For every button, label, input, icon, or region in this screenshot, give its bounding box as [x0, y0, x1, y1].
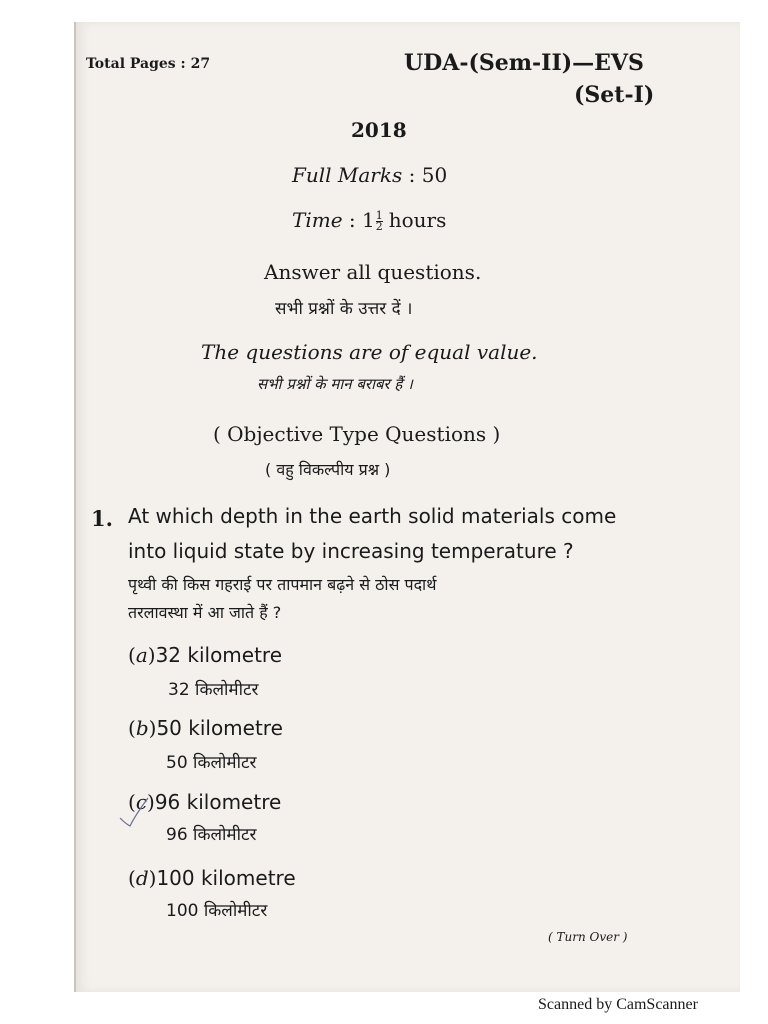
instruction-equal-value-hi: सभी प्रश्नों के मान बराबर हैं ।: [257, 375, 413, 393]
option-label: (b): [128, 716, 157, 740]
option-label: (d): [128, 866, 157, 890]
instruction-equal-value-en: The questions are of equal value.: [201, 340, 538, 364]
fraction-denominator: 2: [375, 220, 383, 233]
paper-code: UDA-(Sem-II)—EVS: [404, 50, 644, 76]
option-d-hi: 100 किलोमीटर: [166, 901, 268, 921]
section-heading-hi: ( वहु विकल्पीय प्रश्न ): [265, 460, 391, 479]
question-text-hi-line1: पृथ्वी की किस गहराई पर तापमान बढ़ने से ठोस पदार्थ: [128, 575, 437, 594]
time-unit: hours: [388, 208, 447, 232]
handwritten-tick-mark: [118, 796, 158, 830]
full-marks-value: : 50: [408, 163, 448, 187]
question-text-en-line2: into liquid state by increasing temperature ?: [128, 539, 574, 563]
option-text-en: 32 kilometre: [155, 643, 283, 667]
option-c-hi: 96 किलोमीटर: [166, 825, 257, 845]
instruction-answer-all-hi: सभी प्रश्नों के उत्तर दें ।: [275, 299, 413, 319]
bleed-through-text: [136, 132, 141, 150]
total-pages: Total Pages : 27: [86, 56, 211, 72]
question-text-hi-line2: तरलावस्था में आ जाते हैं ?: [128, 603, 282, 622]
instruction-answer-all-en: Answer all questions.: [264, 260, 482, 284]
option-text-en: 100 kilometre: [156, 866, 296, 890]
question-text-en-line1: At which depth in the earth solid materials come: [128, 504, 617, 528]
full-marks-label: Full Marks: [292, 163, 403, 187]
option-label: (c): [128, 790, 155, 814]
time-prefix: : 1: [348, 208, 375, 232]
option-label: (a): [128, 643, 156, 667]
option-text-en: 96 kilometre: [154, 790, 282, 814]
time-label: Time: [292, 208, 343, 232]
set-label: (Set-I): [574, 82, 655, 108]
scanner-watermark: Scanned by CamScanner: [538, 996, 698, 1013]
option-b-hi: 50 किलोमीटर: [166, 753, 257, 773]
option-a-hi: 32 किलोमीटर: [168, 680, 259, 700]
fraction-numerator: 1: [375, 209, 383, 222]
option-d: [128, 866, 296, 890]
section-heading-en: ( Objective Type Questions ): [213, 422, 501, 446]
option-a: [128, 643, 282, 667]
option-text-en: 50 kilometre: [156, 716, 283, 740]
option-b: [128, 716, 283, 740]
time-fraction: [376, 211, 383, 232]
time-allowed: [292, 208, 446, 232]
question-number: 1.: [91, 506, 113, 531]
turn-over-note: ( Turn Over ): [548, 930, 628, 944]
exam-year: 2018: [351, 118, 407, 142]
full-marks: [292, 163, 447, 187]
